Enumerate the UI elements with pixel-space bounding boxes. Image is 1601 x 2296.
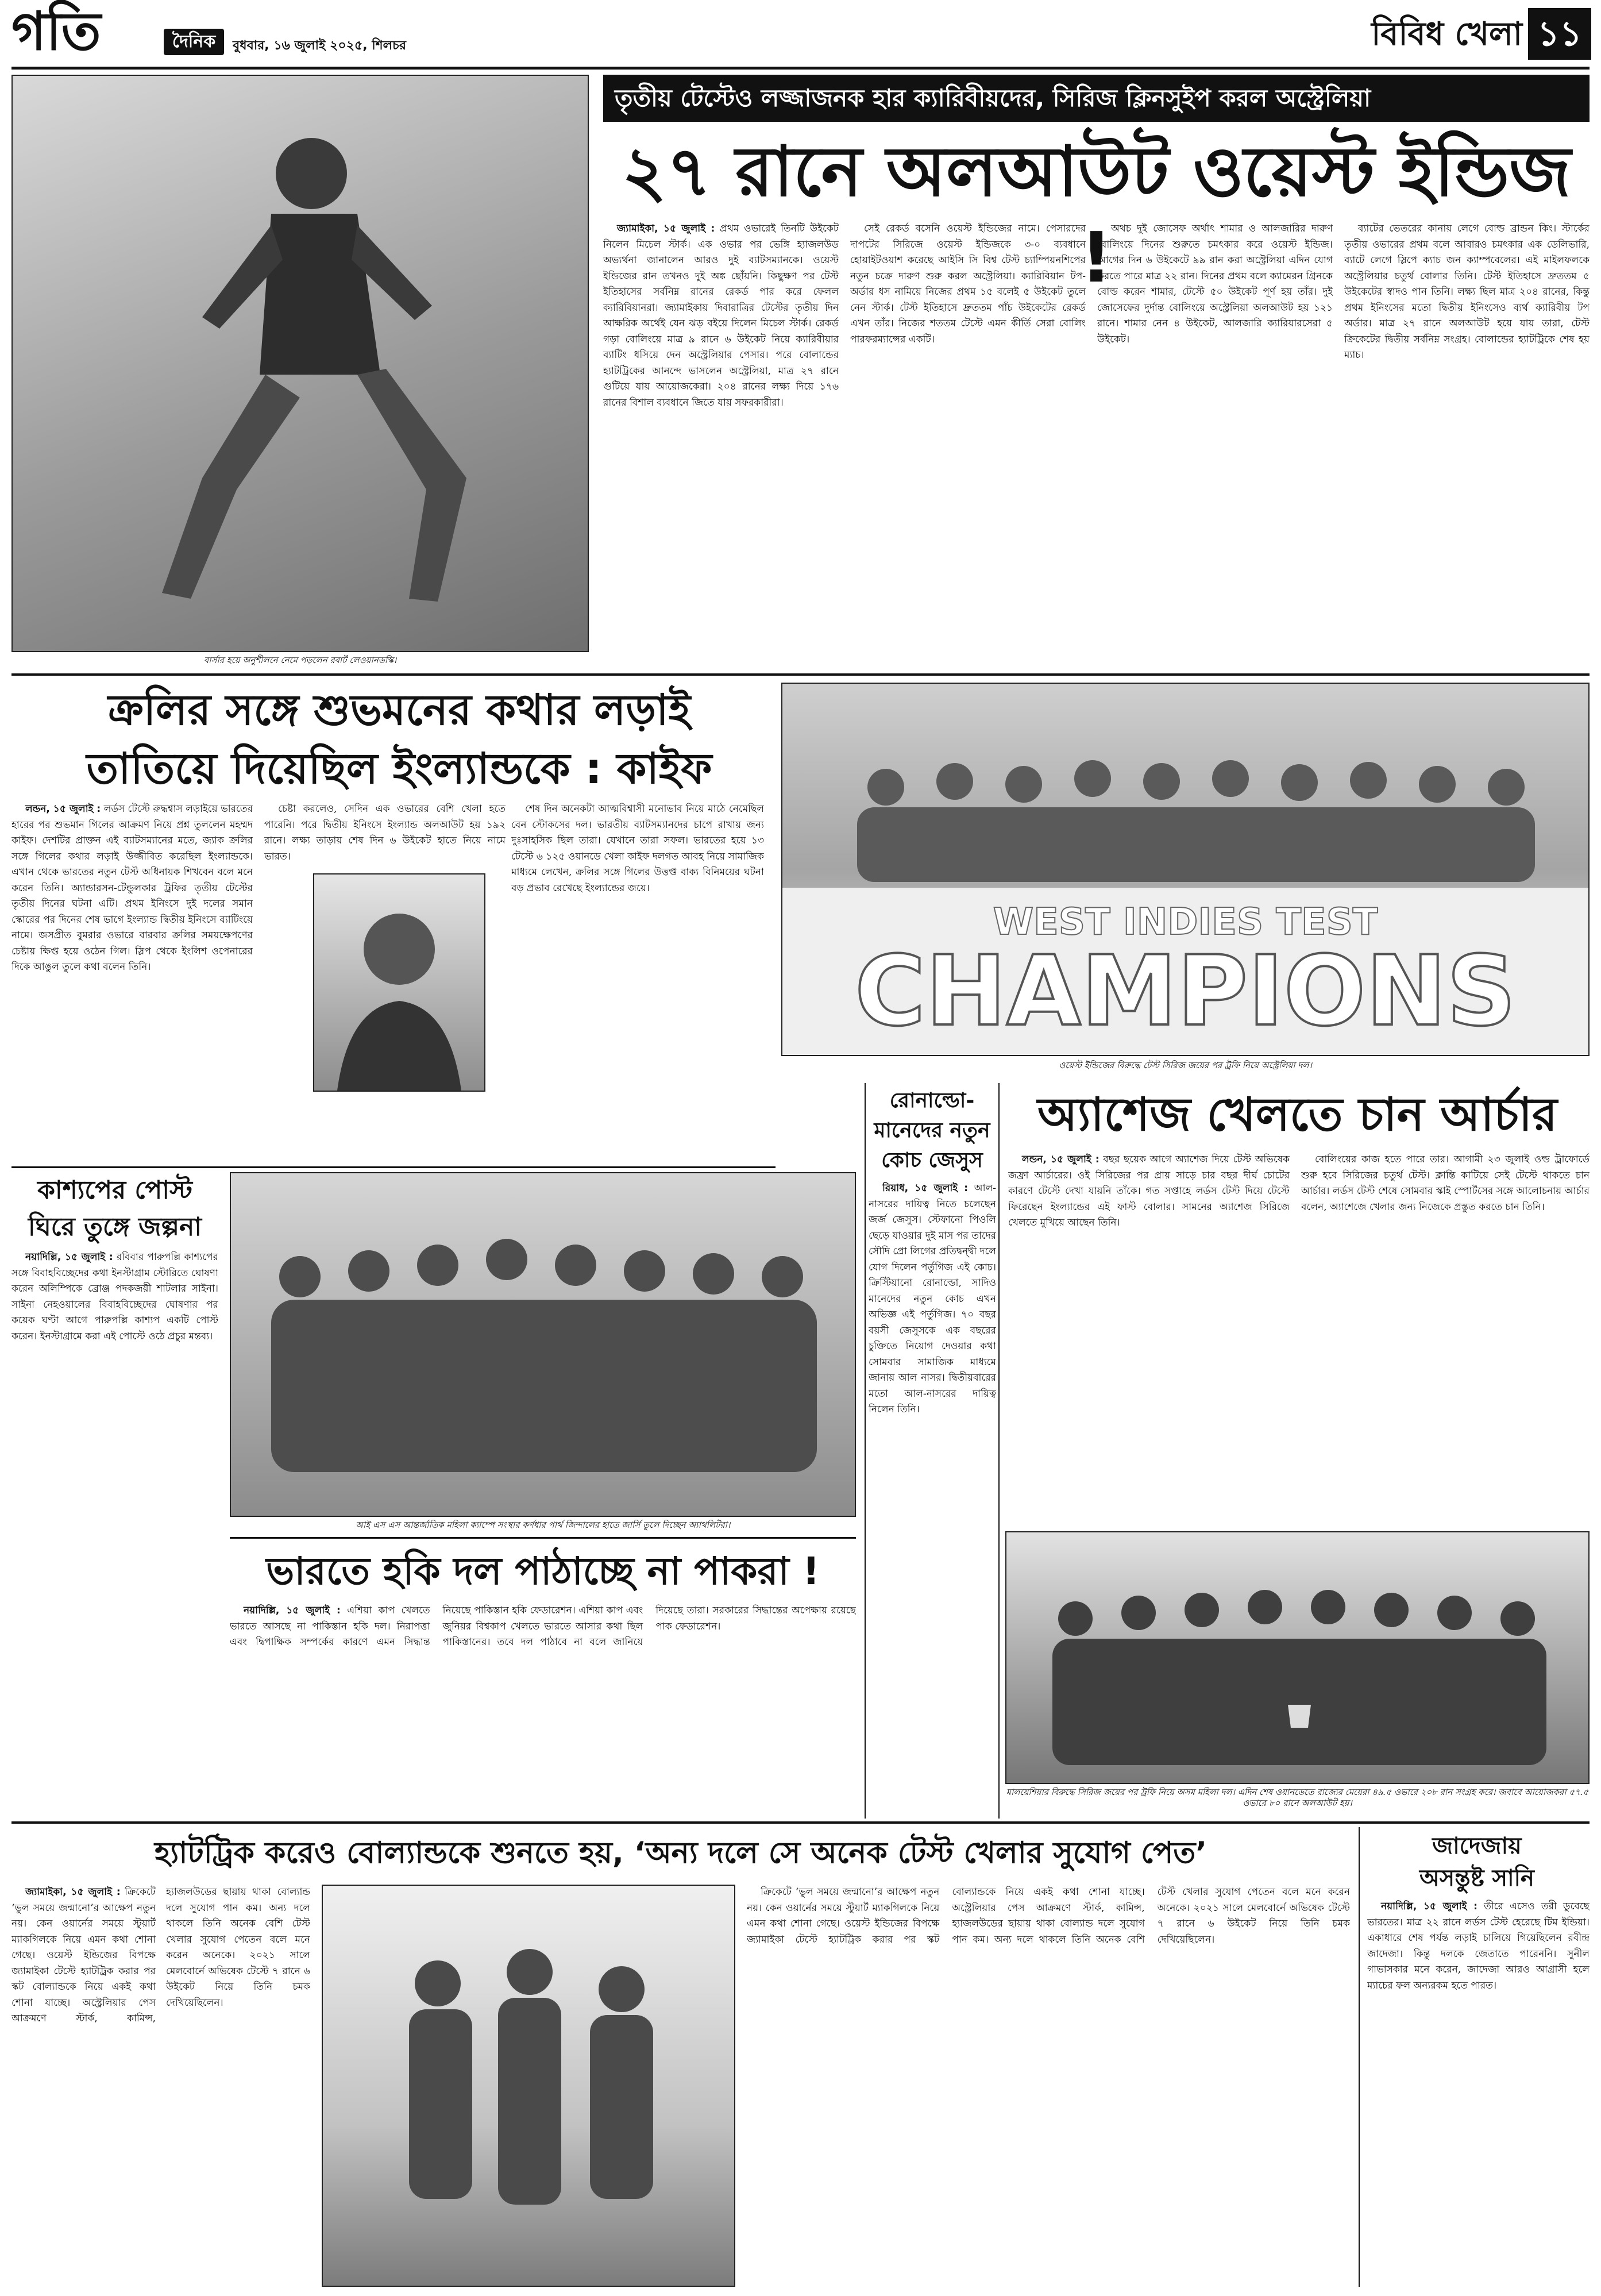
jesus-headline-3: কোচ জেসুস	[881, 1149, 983, 1172]
jadeja-headline-1: জাদেজায়	[1432, 1833, 1522, 1859]
boland-text-cont: ক্রিকেটে ‘ভুল সময়ে জন্মানো’র আক্ষেপ নতুন নয়। কেন ওয়ার্নের সময়ে স্টুয়ার্ট ম্যাকগিলকে নিয়ে এমন কথা শোনা গেছে। ওয়েস্ট ইন্ডিজের বিপক্ষে জ্যামাইকা টেস্টে হ্যাটট্রিক করার পর স্কট বোল্যান্ডকে নিয়ে একই কথা শোনা যাচ্ছে। অস্ট্রেলিয়ার পেস আক্রমণে স্টার্ক, কামিন্স, হ্যাজলউডের ছায়ায় থাকা বোল্যান্ড দলে সুযোগ পান কম। অন্য দলে থাকলে তিনি অনেক বেশি টেস্ট খেলার সুযোগ পেতেন বলে মনে করেন অনেকে। ২০২১ সালে মেলবোর্নে অভিষেক টেস্টে ৭ রানে ৬ উইকেট নিয়ে তিনি চমক দেখিয়েছিলেন।	[747, 1886, 1350, 1946]
jadeja-dateline: নয়াদিল্লি, ১৫ জুলাই :	[1381, 1901, 1477, 1912]
main-col-4-text: ব্যাটের ভেতরের কানায় লেগে বোল্ড ব্রান্ডন কিং। স্টার্কের তৃতীয় ওভারের প্রথম বলে আবারও চমৎকার এক ডেলিভারি, ব্যাটে লেগে স্লিপে ক্যাচ জন ক্যাম্পবেলের। এই মাইলফলকে অস্ট্রেলিয়ার চতুর্থ বোলার তিনি। টেস্ট ইতিহাসে দ্রুততম ৫ উইকেটের স্বাদও পান তিনি। লক্ষ্য ছিল মাত্র ২০৪ রানের, কিন্তু প্রথম ইনিংসের মতো দ্বিতীয় ইনিংসেও ব্যর্থ ক্যারিবীয় টপ অর্ডার। মাত্র ২৭ রানে অলআউট হয়ে যায় তারা, টেস্ট ক্রিকেটের দ্বিতীয় সর্বনিম্ন সংগ্রহ। বোলান্ডের হ্যাটট্রিকে শেষ হয় ম্যাচ।	[1344, 223, 1590, 361]
champions-banner-1: WEST INDIES TEST	[993, 901, 1378, 943]
archer-headline: অ্যাশেজ খেলতে চান আর্চার	[1037, 1088, 1557, 1141]
kashyap-headline-2: ঘিরে তুঙ্গে জল্পনা	[28, 1212, 202, 1242]
main-col-4	[1344, 221, 1590, 664]
boland-headline: হ্যাটট্রিক করেও বোল্যান্ডকে শুনতে হয়, ‘অন্য দলে সে অনেক টেস্ট খেলার সুযোগ পেত’	[154, 1836, 1207, 1870]
player-silhouette-icon	[13, 76, 588, 651]
rule-under-main	[11, 673, 1590, 676]
kaif-headline-1: ক্রলির সঙ্গে শুভমনের কথার লড়াই	[108, 685, 690, 735]
celebration-icon	[323, 1886, 734, 2286]
kaif-col-3-text: শেষ দিন অনেকটা আত্মবিশ্বাসী মনোভাব নিয়ে মাঠে নেমেছিল বেন স্টোকসের দল। ভারতীয় ব্যাটসম্যানদের চাপে রাখায় জন্য দুঃসাহসিক ছিল তারা। যেখানে তারা সফল। ভারতের হয়ে ১৩ টেস্টে ৬ ১২৫ ওয়ানডে খেলা কাইফ দলগত আবহ নিয়ে সামাজিক মাধ্যমে লেখেন, ক্রলির সঙ্গে গিলের উত্তপ্ত বাক্য বিনিময়ের ঘটনা বড় প্রভাব রেখেছে ইংল্যান্ডের জয়ে।	[511, 803, 764, 894]
jesus-headline-1: রোনাল্ডো-	[889, 1089, 975, 1112]
kaif-col-2	[264, 802, 506, 865]
champions-banner-2: CHAMPIONS	[854, 935, 1517, 1047]
jadeja-headline-2: অসন্তুষ্ট সানি	[1419, 1865, 1534, 1891]
kaif-dateline: লন্ডন, ১৫ জুলাই :	[25, 803, 101, 815]
masthead	[0, 0, 1601, 72]
section-title: বিবিধ খেলা	[1371, 16, 1522, 53]
main-kicker: তৃতীয় টেস্টেও লজ্জাজনক হার ক্যারিবীয়দের, সিরিজ ক্লিনসুইপ করল অস্ট্রেলিয়া	[615, 84, 1371, 112]
camp-caption: আই এস এস আন্তর্জাতিক মহিলা ক্যাম্পে সংস্থার কর্ণধার পার্থ জিন্দালের হাতে জার্সি তুলে দিচ্ছেন অ্যাথলিটরা।	[355, 1520, 731, 1530]
camp-photo	[230, 1172, 856, 1517]
lewandowski-photo	[11, 75, 589, 652]
person-portrait-icon	[314, 875, 484, 1091]
jesus-col	[869, 1181, 996, 1816]
main-col-1	[603, 221, 839, 664]
main-col-1-text: প্রথম ওভারেই তিনটি উইকেট নিলেন মিচেল স্টার্ক। এক ওভার পর ভেঙ্গি হ্যাজলউড অভ্যর্থনা জানালেন আরও দুই ব্যাটসম্যানকে। ওয়েস্ট ইন্ডিজের রান তখনও দুই অঙ্ক ছোঁয়নি। কিছুক্ষণ পর টেস্ট ইতিহাসের সর্বনিম্ন রানের রেকর্ড পার করে ফেলল ক্যারিবিয়ানরা। জ্যামাইকায় দিবারাত্রির টেস্টের তৃতীয় দিন আক্ষরিক অর্থেই যেন ঝড় বইয়ে দিলেন মিচেল স্টার্ক। রেকর্ড গড়া বোলিংয়ে মাত্র ৯ রানে ৬ উইকেট নিয়ে ক্যারিবীয়ার ব্যাটিং ধসিয়ে দেন অস্ট্রেলিয়ার পেসার। পরে বোলান্ডের হ্যাটট্রিকের আনন্দে ভাসলেন অস্ট্রেলিয়া, মাত্র ২৭ রানে গুটিয়ে যায় আয়োজকেরা। ২০৪ রানের লক্ষ্য দিয়ে ১৭৬ রানের বিশাল ব্যবধানে জিতে যায় সফরকারীরা।	[603, 223, 839, 409]
players-group-icon	[231, 1173, 855, 1516]
archer-col-2	[1301, 1152, 1590, 1525]
kashyap-text: রবিবার পারুপল্লি কাশ্যপের সঙ্গে বিবাহবিচ্ছেদের কথা ইনস্টাগ্রাম স্টোরিতে ঘোষণা করেন অলিম্পিকে ব্রোঞ্জ পদকজয়ী শাটলার সাইনা। সাইনা নেহওয়ালের বিবাহবিচ্ছেদের ঘোষণার পর কয়েক ঘণ্টা আগে পারুপল্লি কাশ্যপ একটি পোস্ট করেন। ইনস্টাগ্রামে করা এই পোস্টে ওঠে প্রচুর মন্তব্য।	[11, 1251, 218, 1342]
archer-col-1	[1008, 1152, 1290, 1525]
kaif-col-3	[511, 802, 764, 1164]
boland-col-2	[747, 1885, 1350, 2287]
kashyap-dateline: নয়াদিল্লি, ১৫ জুলাই :	[25, 1251, 113, 1263]
main-col-3	[1097, 221, 1333, 664]
rule-under-middle	[11, 1821, 1590, 1824]
rule-under-camp	[230, 1537, 856, 1539]
main-dateline: জ্যামাইকা, ১৫ জুলাই :	[617, 223, 715, 234]
masthead-rule	[11, 67, 1590, 70]
main-headline: ২৭ রানে অলআউট ওয়েস্ট ইন্ডিজ !	[622, 132, 1571, 298]
hockey-dateline: নয়াদিল্লি, ১৫ জুলাই :	[244, 1605, 341, 1616]
hockey-text: এশিয়া কাপ খেলতে ভারতে আসছে না পাকিস্তান হকি দল। নিরাপত্তা এবং দ্বিপাক্ষিক সম্পর্কের কারণে এমন সিদ্ধান্ত নিয়েছে পাকিস্তান হকি ফেডারেশন। এশিয়া কাপ এবং জুনিয়র বিশ্বকাপ খেলতে ভারতে আসার কথা ছিল পাকিস্তানের। তবে দল পাঠাবে না বলে জানিয়ে দিয়েছে তারা। সরকারের সিদ্ধান্তের অপেক্ষায় রয়েছে পাক ফেডারেশন।	[230, 1605, 856, 1648]
jesus-headline-2: মানেদের নতুন	[874, 1119, 990, 1142]
kaif-col-2-text: চেষ্টা করলেও, সেদিন এক ওভারের বেশি খেলা হতে পারেনি। পরে দ্বিতীয় ইনিংসে ইংল্যান্ড অলআউট হয় ১৯২ রানে। লক্ষ্য তাড়ায় শেষ দিন ৬ উইকেট হাতে নিয়ে নামে ভারত।	[264, 803, 506, 862]
archer-col-1-text: বছর ছয়েক আগে অ্যাশেজ দিয়ে টেস্ট অভিষেক জফ্রা আর্চারের। ওই সিরিজের পর প্রায় সাড়ে চার বছর দীর্ঘ চোটের কারণে টেস্টে দেখা যায়নি তাঁকে। গত সপ্তাহে লর্ডস টেস্ট দিয়ে টেস্টে ফিরেছেন ইংল্যান্ডের এই ফাস্ট বোলার। সামনের অ্যাশেজ সিরিজে খেলতে মুখিয়ে আছেন তিনি।	[1008, 1154, 1290, 1229]
kashyap-col	[11, 1250, 218, 1819]
main-col-2	[850, 221, 1086, 664]
jadeja-text: তীরে এসেও তরী ডুবেছে ভারতের। মাত্র ২২ রানে লর্ডস টেস্ট হেরেছে টিম ইন্ডিয়া। একাধারে শেষ পর্যন্ত লড়াই চালিয়ে গিয়েছিলেন রবীন্দ্র জাদেজা। কিন্তু দলকে জেতাতে পারেননি। সুনীল গাভাসকার মনে করেন, জাদেজা আরও আগ্রাসী হলে ম্যাচের ফল অন্যরকম হতে পারত।	[1367, 1901, 1590, 1991]
archer-col-2-text: বোলিংয়ের কাজ হতে পারে তার। আগামী ২৩ জুলাই ওল্ড ট্রাফোর্ডে শুরু হবে সিরিজের চতুর্থ টেস্ট। ক্লান্তি কাটিয়ে সেই টেস্টে থাকতে চান আর্চার। লর্ডস টেস্ট শেষে সোমবার স্কাই স্পোর্টসের সঙ্গে আলোচনায় আর্চার বলেন, অ্যাশেজে খেলার জন্য নিজেকে প্রস্তুত করতে চান তিনি।	[1301, 1154, 1590, 1213]
boland-photo	[322, 1885, 735, 2287]
team-trophy-icon	[1006, 1532, 1588, 1783]
kaif-col-1-text: লর্ডস টেস্টে রুদ্ধশ্বাস লড়াইয়ে ভারতের হারের পর শুভমান গিলের আক্রমণ নিয়ে প্রশ্ন তুললেন মহম্মদ কাইফ। দেশটির প্রাক্তন এই ব্যাটসম্যানের মতে, জ্যাক ক্রলির সঙ্গে গিলের কথার লড়াই উজ্জীবিত করেছিল ইংল্যান্ডকে। এখান থেকে ভারতের নতুন টেস্ট অধিনায়ক শিখবেন বলে মনে করেন তিনি। অ্যান্ডারসন-টেন্ডুলকার ট্রফির তৃতীয় টেস্টের তৃতীয় দিনের ঘটনা এটি। প্রথম ইনিংসে দুই দলের সমান স্কোরের পর দিনের শেষ ভাগে ইংল্যান্ড দ্বিতীয় ইনিংসে ব্যাটিংয়ে নামে। জসপ্রীত বুমরার ওভারে বারবার ক্রলির সময়ক্ষেপণের চেষ্টায় ক্ষিপ্ত হয়ে ওঠেন গিল। স্লিপ থেকে ইংলিশ ওপেনারের দিকে আঙুল তুলে কথা বলেন তিনি।	[11, 803, 253, 973]
champions-photo	[781, 683, 1590, 1056]
kaif-headline-2: তাতিয়ে দিয়েছিল ইংল্যান্ডকে : কাইফ	[86, 744, 712, 793]
daily-badge: দৈনিক	[164, 29, 224, 55]
champions-caption: ওয়েস্ট ইন্ডিজের বিরুদ্ধে টেস্ট সিরিজ জয়ের পর ট্রফি নিয়ে অস্ট্রেলিয়া দল।	[1059, 1060, 1312, 1070]
kaif-photo	[313, 873, 485, 1092]
jesus-text: আল-নাসরের দায়িত্ব নিতে চলেছেন জর্জ জেসুস। স্টেফানো পিওলি ছেড়ে যাওয়ার দুই মাস পর তাদের সৌদি প্রো লিগের প্রতিদ্বন্দ্বী দলে যোগ দিলেন পর্তুগিজ এই কোচ। ক্রিস্টিয়ানো রোনাল্ডো, সাদিও মানেদের নতুন কোচ এখন অভিজ্ঞ এই পর্তুগিজ। ৭০ বছর বয়সী জেসুসকে এক বছরের চুক্তিতে নিয়োগ দেওয়ার কথা সোমবার সামাজিক মাধ্যমে জানায় আল নাসর। দ্বিতীয়বারের মতো আল-নাসরের দায়িত্ব নিলেন তিনি।	[869, 1182, 996, 1416]
main-col-2-text: সেই রেকর্ড বসেনি ওয়েস্ট ইন্ডিজের নামে। পেসারদের দাপটের সিরিজে ওয়েস্ট ইন্ডিজকে ৩-০ ব্যবধানে হোয়াইটওয়াশ করেছে আইসি সি বিশ্ব টেস্ট চ্যাম্পিয়নশিপের নতুন চক্রে দারুণ শুরু করল অস্ট্রেলিয়া। ক্যারিবিয়ান টপ-অর্ডার ধস নামিয়ে নিজের প্রথম ১৫ বলেই ৫ উইকেট তুলে নেন স্টার্ক। টেস্ট ইতিহাসে দ্রুততম পাঁচ উইকেটের রেকর্ড এখন তাঁর। নিজের শততম টেস্টে এমন কীর্তি সেরা বোলিং পারফরম্যান্সের একটি।	[850, 223, 1086, 345]
masthead-logo: গতি	[11, 1, 101, 62]
boland-dateline: জ্যামাইকা, ১৫ জুলাই :	[25, 1886, 121, 1898]
hockey-col	[230, 1603, 856, 1816]
boland-text: ক্রিকেটে ‘ভুল সময়ে জন্মানো’র আক্ষেপ নতুন নয়। কেন ওয়ার্নের সময়ে স্টুয়ার্ট ম্যাকগিলকে নিয়ে এমন কথা শোনা গেছে। ওয়েস্ট ইন্ডিজের বিপক্ষে জ্যামাইকা টেস্টে হ্যাটট্রিক করার পর স্কট বোল্যান্ডকে নিয়ে একই কথা শোনা যাচ্ছে। অস্ট্রেলিয়ার পেস আক্রমণে স্টার্ক, কামিন্স, হ্যাজলউডের ছায়ায় থাকা বোল্যান্ড দলে সুযোগ পান কম। অন্য দলে থাকলে তিনি অনেক বেশি টেস্ট খেলার সুযোগ পেতেন বলে মনে করেন অনেকে। ২০২১ সালে মেলবোর্নে অভিষেক টেস্টে ৭ রানে ৬ উইকেট নিয়ে তিনি চমক দেখিয়েছিলেন।	[11, 1886, 310, 2025]
jesus-dateline: রিয়াধ, ১৫ জুলাই :	[882, 1182, 969, 1194]
women-team-caption: মালয়েশিয়ার বিরুদ্ধে সিরিজ জয়ের পর ট্রফি নিয়ে অসম মহিলা দল। এদিন শেষ ওয়ানডেতে রাজ্যের মেয়েরা ৪৯.৫ ওভারে ২০৮ রান সংগ্রহ করে। জবাবে আয়োজকরা ৫৭.৫ ওভারে ৮০ রানে অলআউট হয়।	[1006, 1787, 1589, 1808]
hockey-headline: ভারতে হকি দল পাঠাচ্ছে না পাকরা !	[266, 1549, 820, 1593]
page-number: ১১	[1528, 8, 1591, 60]
kashyap-headline-1: কাশ্যপের পোস্ট	[37, 1176, 192, 1205]
jadeja-col	[1367, 1899, 1590, 2287]
date-line: বুধবার, ১৬ জুলাই ২০২৫, শিলচর	[233, 38, 406, 53]
archer-dateline: লন্ডন, ১৫ জুলাই :	[1022, 1154, 1100, 1165]
rule-under-kaif	[11, 1166, 776, 1168]
main-col-3-text: অথচ দুই জোসেফ অর্থাৎ শামার ও আলজারির দারুণ বোলিংয়ে দিনের শুরুতে চমৎকার করে ওয়েস্ট ইন্ডিজ। আগের দিন ৬ উইকেটে ৯৯ রান করা অস্ট্রেলিয়া এদিন যোগ করতে পারে মাত্র ২২ রান। দিনের প্রথম বলে ক্যামেরন গ্রিনকে বোল্ড করেন শামার, টেস্টে ৫০ উইকেট পূর্ণ হয় তাঁর। দুই জোসেফের দুর্দান্ত বোলিংয়ে অস্ট্রেলিয়া অলআউট হয় ১২১ রানে। শামার নেন ৪ উইকেট, আলজারি ক্যারিয়ারসেরা ৫ উইকেট।	[1097, 223, 1333, 345]
boland-col-1	[11, 1885, 310, 2287]
lewandowski-caption: বার্সার হয়ে অনুশীলনে নেমে পড়লেন রবার্ট লেওয়ানডস্কি।	[203, 655, 397, 665]
women-team-photo	[1005, 1531, 1590, 1784]
kaif-col-1	[11, 802, 253, 1164]
